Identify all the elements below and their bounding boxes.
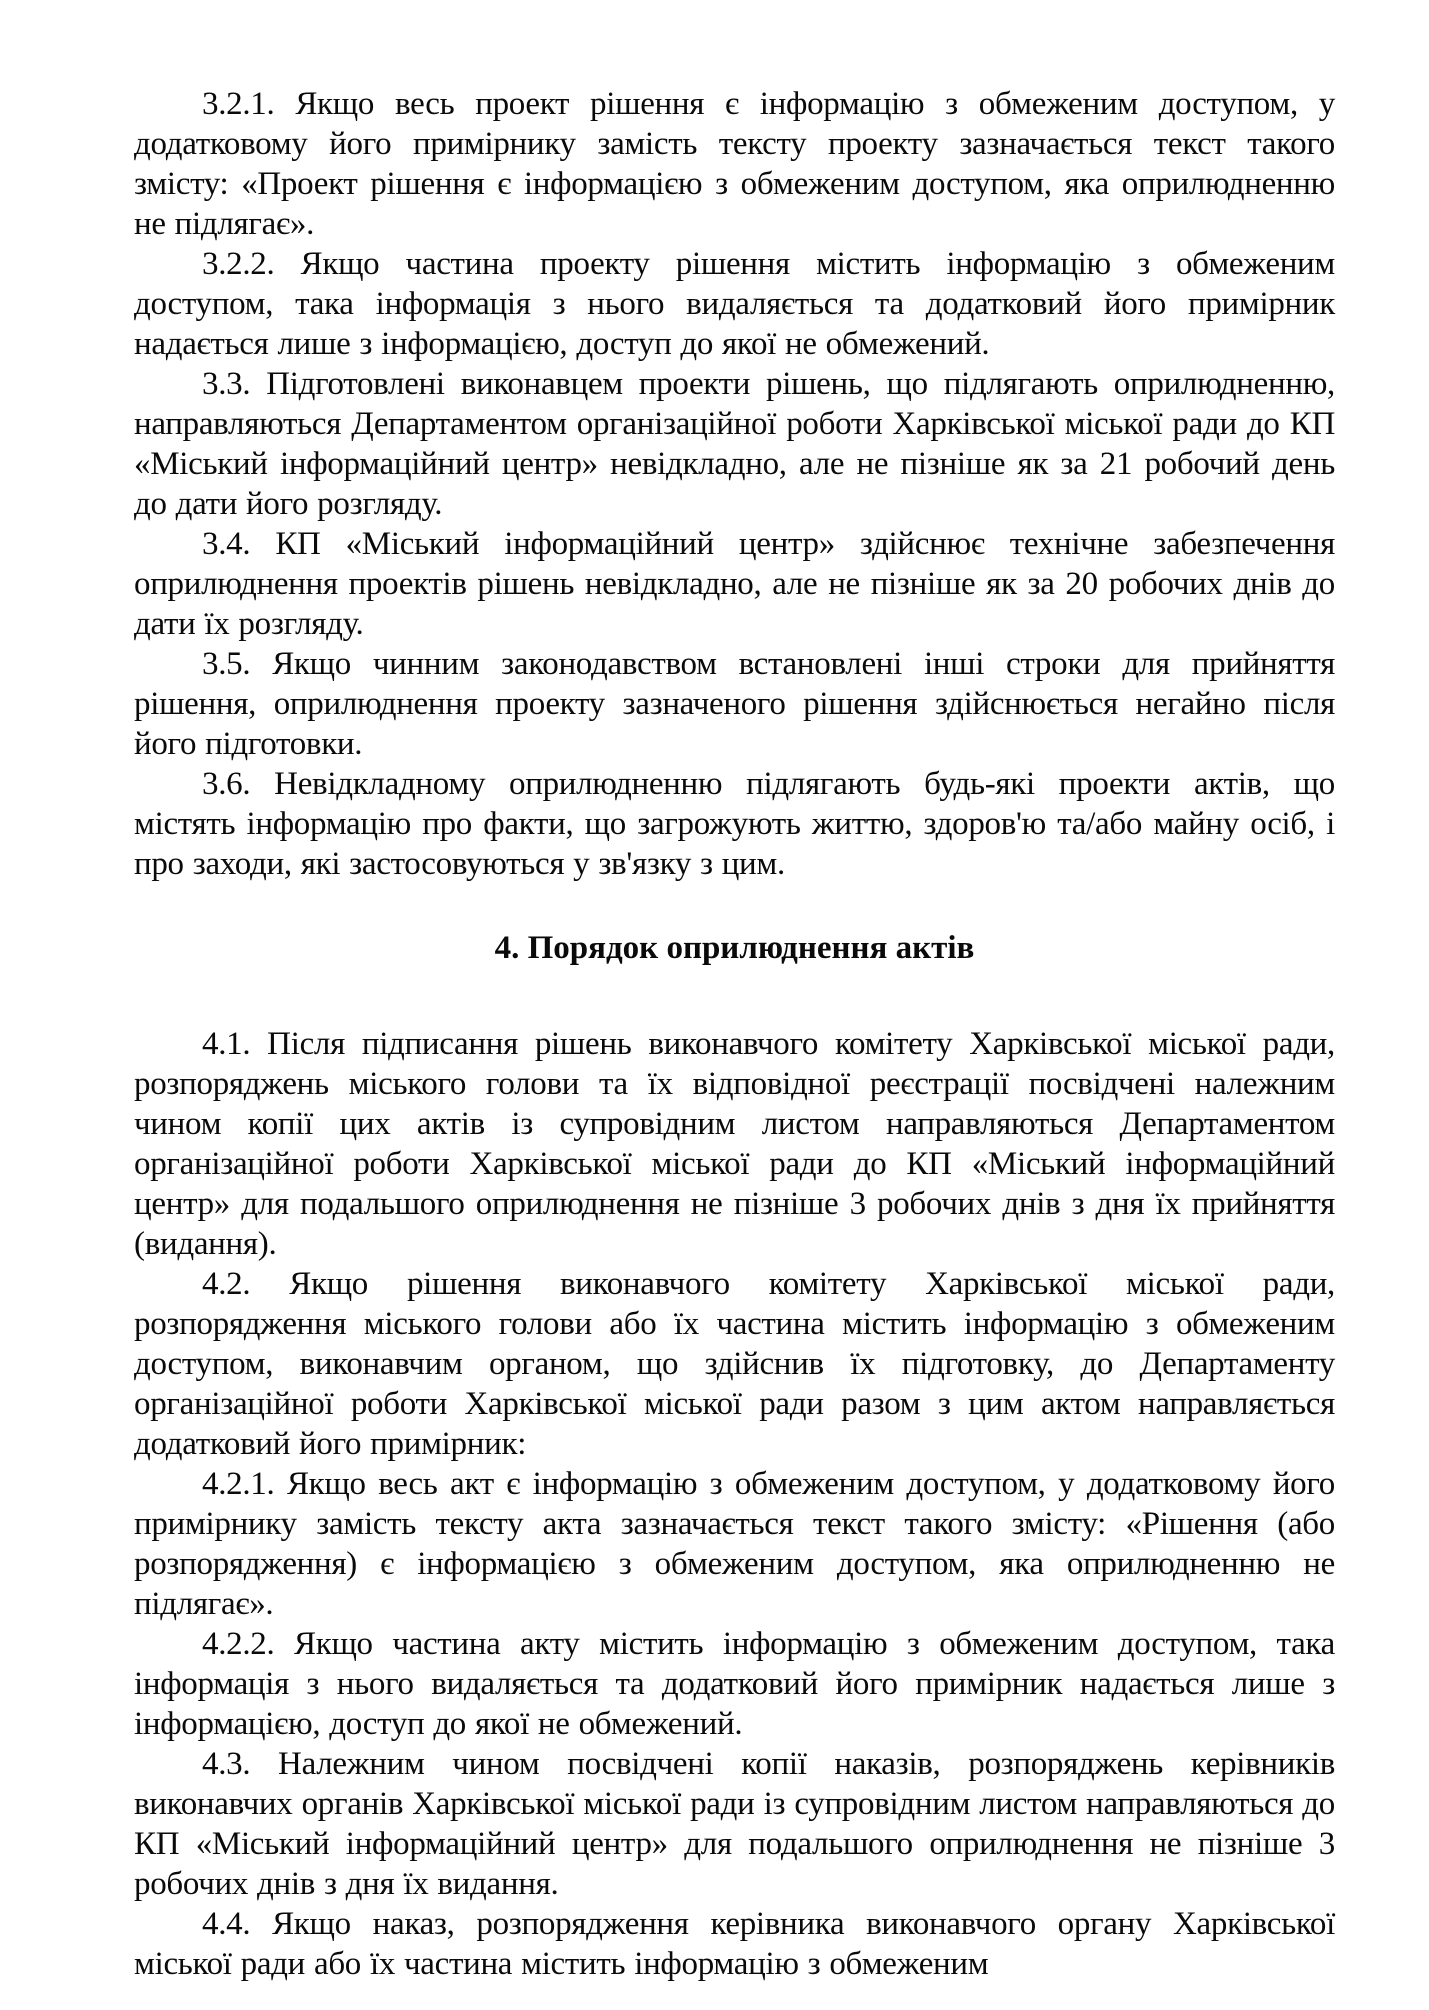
- paragraph-3-2-2: 3.2.2. Якщо частина проекту рішення містить інформацію з обмеженим доступом, така інформація з нього видаляється та додатковий його примірник надається лише з інформацією, доступ до якої не обмежений.: [134, 246, 1335, 362]
- paragraph-4-2: 4.2. Якщо рішення виконавчого комітету Харківської міської ради, розпорядження міського голови або їх частина містить інформацію з обмеженим доступом, виконавчим органом, що здійснив їх підготовку, до Департаменту організаційної роботи Харківської міської ради разом з цим актом направляється додатковий його примірник:: [134, 1266, 1335, 1462]
- section-heading-4: 4. Порядок оприлюднення актів: [494, 930, 975, 966]
- paragraph-3-4: 3.4. КП «Міський інформаційний центр» здійснює технічне забезпечення оприлюднення проектів рішень невідкладно, але не пізніше як за 20 робочих днів до дати їх розгляду.: [134, 526, 1335, 642]
- paragraph-4-1: 4.1. Після підписання рішень виконавчого комітету Харківської міської ради, розпоряджень міського голови та їх відповідної реєстрації посвідчені належним чином копії цих актів із супровідним листом направляються Департаментом організаційної роботи Харківської міської ради до КП «Міський інформаційний центр» для подальшого оприлюднення не пізніше 3 робочих днів з дня їх прийняття (видання).: [134, 1026, 1335, 1262]
- paragraph-4-4: 4.4. Якщо наказ, розпорядження керівника виконавчого органу Харківської міської ради або їх частина містить інформацію з обмеженим: [134, 1906, 1335, 1982]
- text-column: [134, 84, 1335, 1984]
- paragraph-3-3: 3.3. Підготовлені виконавцем проекти рішень, що підлягають оприлюдненню, направляються Департаментом організаційної роботи Харківської міської ради до КП «Міський інформаційний центр» невідкладно, але не пізніше як за 21 робочий день до дати його розгляду.: [134, 366, 1335, 522]
- paragraph-4-2-2: 4.2.2. Якщо частина акту містить інформацію з обмеженим доступом, така інформація з нього видаляється та додатковий його примірник надається лише з інформацією, доступ до якої не обмежений.: [134, 1626, 1335, 1742]
- paragraph-4-2-1: 4.2.1. Якщо весь акт є інформацію з обмеженим доступом, у додатковому його примірнику замість тексту акта зазначається текст такого змісту: «Рішення (або розпорядження) є інформацією з обмеженим доступом, яка оприлюдненню не підлягає».: [134, 1466, 1335, 1622]
- paragraph-3-2-1: 3.2.1. Якщо весь проект рішення є інформацію з обмеженим доступом, у додатковому його примірнику замість тексту проекту зазначається текст такого змісту: «Проект рішення є інформацією з обмеженим доступом, яка оприлюдненню не підлягає».: [134, 86, 1335, 242]
- paragraph-3-6: 3.6. Невідкладному оприлюдненню підлягають будь-які проекти актів, що містять інформацію про факти, що загрожують життю, здоров'ю та/або майну осіб, і про заходи, які застосовуються у зв'язку з цим.: [134, 766, 1335, 882]
- paragraph-4-3: 4.3. Належним чином посвідчені копії наказів, розпоряджень керівників виконавчих органів Харківської міської ради із супровідним листом направляються до КП «Міський інформаційний центр» для подальшого оприлюднення не пізніше 3 робочих днів з дня їх видання.: [134, 1746, 1335, 1902]
- paragraph-3-5: 3.5. Якщо чинним законодавством встановлені інші строки для прийняття рішення, оприлюднення проекту зазначеного рішення здійснюється негайно після його підготовки.: [134, 646, 1335, 762]
